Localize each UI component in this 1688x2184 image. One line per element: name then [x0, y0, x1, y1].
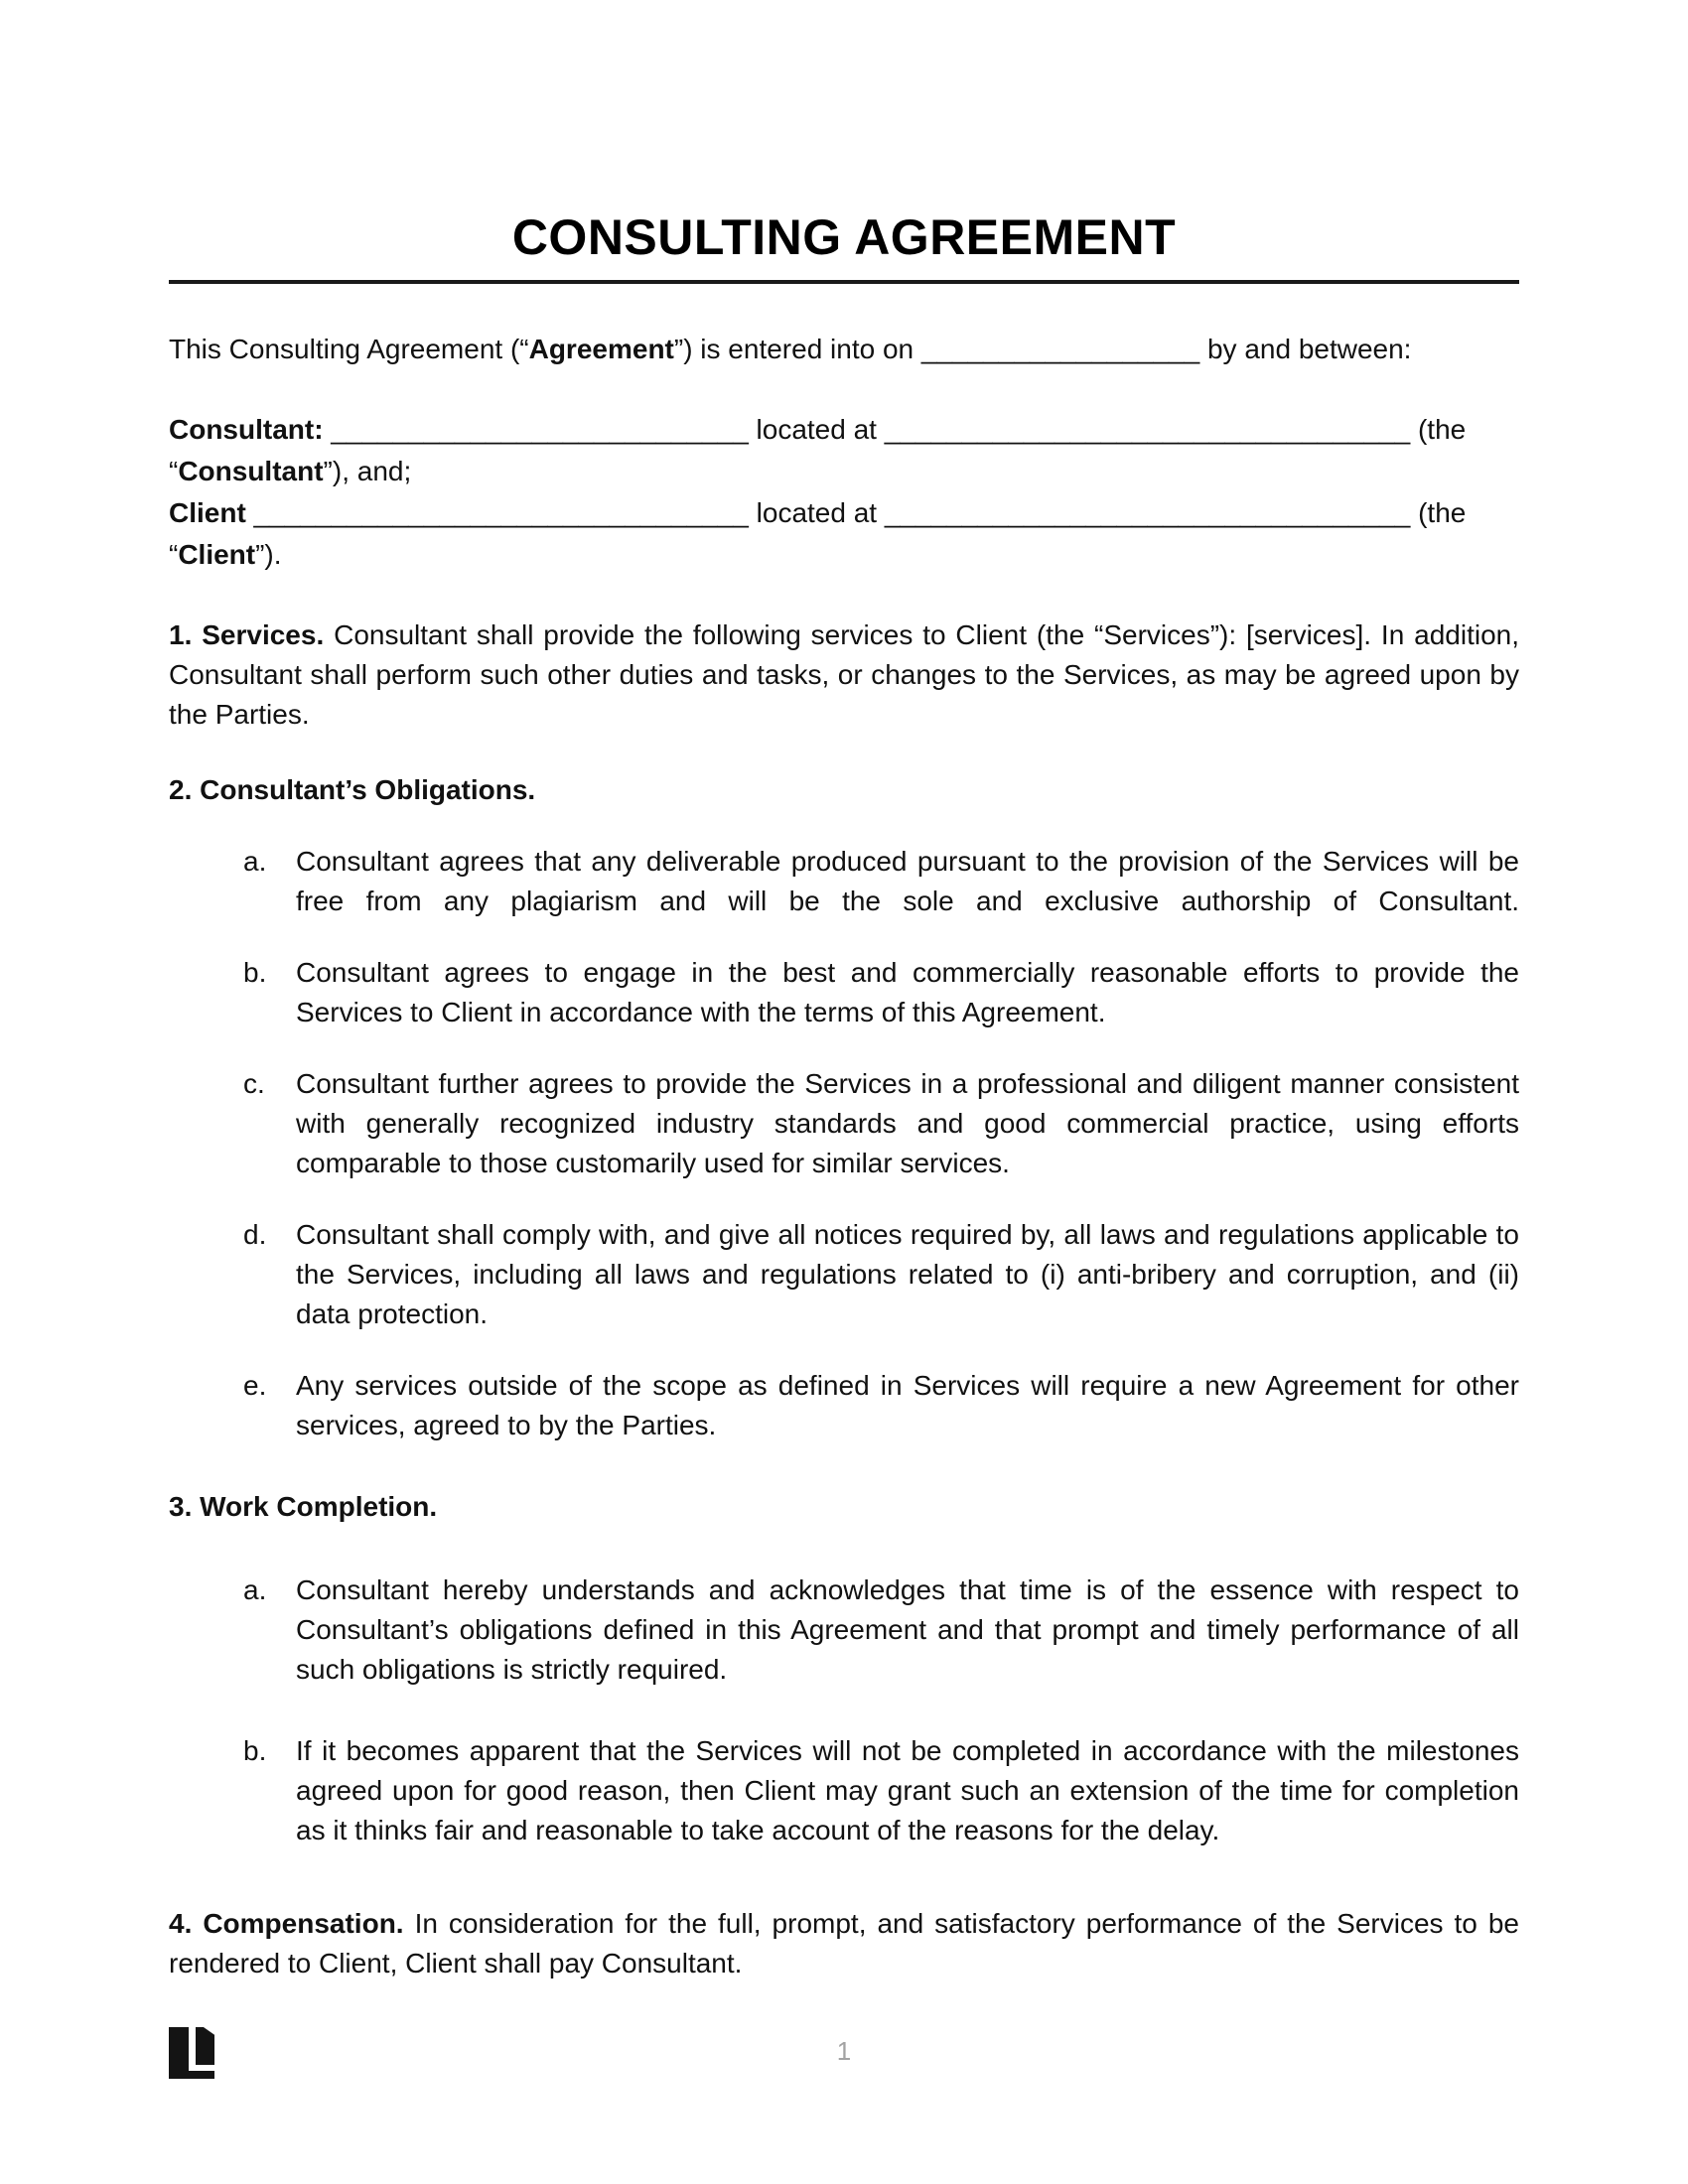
parties-block — [169, 409, 1519, 576]
section-work-completion-heading: 3. Work Completion. — [169, 1491, 438, 1522]
section-services-paragraph: 1. Services. Consultant shall provide the following services to Client (the “Services”): [services]. In addition, Consultant shall perform such other duties and tasks, or changes to the Services, as may be agreed upon by the Parties. — [169, 619, 1520, 730]
client-line: Client ________________________________ located at __________________________________ (the — [169, 497, 1467, 528]
obligations-list — [169, 842, 1519, 1445]
list-item-marker: e. — [243, 1370, 267, 1401]
list-item-marker: d. — [243, 1219, 267, 1250]
section-obligations-heading: 2. Consultant’s Obligations. — [169, 774, 536, 805]
list-item — [243, 1731, 1519, 1850]
list-item — [243, 1215, 1519, 1334]
page-number: 1 — [836, 2036, 852, 2066]
list-item — [243, 1366, 1519, 1445]
page-footer — [0, 2015, 1688, 2184]
list-item — [243, 1570, 1519, 1690]
client-defined-term-line: “Client”). — [169, 539, 282, 570]
list-item-marker: c. — [243, 1068, 265, 1099]
list-item — [243, 842, 1519, 921]
consultant-line: Consultant: ___________________________ located at __________________________________ (the — [169, 414, 1467, 445]
title-rule — [169, 280, 1519, 284]
list-item-text: Consultant shall comply with, and give all notices required by, all laws and regulations applicable to the Services, including all laws and regulations related to (i) anti-bribery and corruption, and (ii) data protection. — [296, 1219, 1519, 1329]
list-item-marker: a. — [243, 846, 267, 877]
list-item — [243, 1064, 1519, 1183]
list-item-text: Consultant further agrees to provide the Services in a professional and diligent manner consistent with generally recognized industry standards and good commercial practice, using efforts comparable to those customarily used for similar services. — [296, 1068, 1519, 1178]
list-item-marker: b. — [243, 957, 267, 988]
section-compensation-paragraph: 4. Compensation. In consideration for the full, prompt, and satisfactory performance of the Services to be rendered to Client, Client shall pay Consultant. — [169, 1908, 1519, 1979]
list-item — [243, 953, 1519, 1032]
consultant-defined-term-line: “Consultant”), and; — [169, 456, 412, 486]
list-item-text: If it becomes apparent that the Services will not be completed in accordance with the milestones agreed upon for good reason, then Client may grant such an extension of the time for completion as it thinks fair and reasonable to take account of the reasons for the delay. — [296, 1735, 1519, 1845]
work-completion-list — [169, 1570, 1519, 1850]
list-item-text: Consultant hereby understands and acknowledges that time is of the essence with respect to Consultant’s obligations defined in this Agreement and that prompt and timely performance of all such obligations is strictly required. — [296, 1574, 1519, 1685]
document-title: CONSULTING AGREEMENT — [511, 209, 1177, 265]
list-item-marker: b. — [243, 1735, 267, 1766]
list-item-text: Consultant agrees to engage in the best and commercially reasonable efforts to provide the Services to Client in accordance with the terms of this Agreement. — [296, 957, 1519, 1027]
list-item-marker: a. — [243, 1574, 267, 1605]
list-item-text: Consultant agrees that any deliverable produced pursuant to the provision of the Services will be free from any plagiarism and will be the sole and exclusive authorship of Consultant. — [296, 846, 1519, 916]
list-item-text: Any services outside of the scope as defined in Services will require a new Agreement for other services, agreed to by the Parties. — [296, 1370, 1519, 1440]
intro-paragraph: This Consulting Agreement (“Agreement”) is entered into on __________________ by and between: — [169, 334, 1412, 364]
